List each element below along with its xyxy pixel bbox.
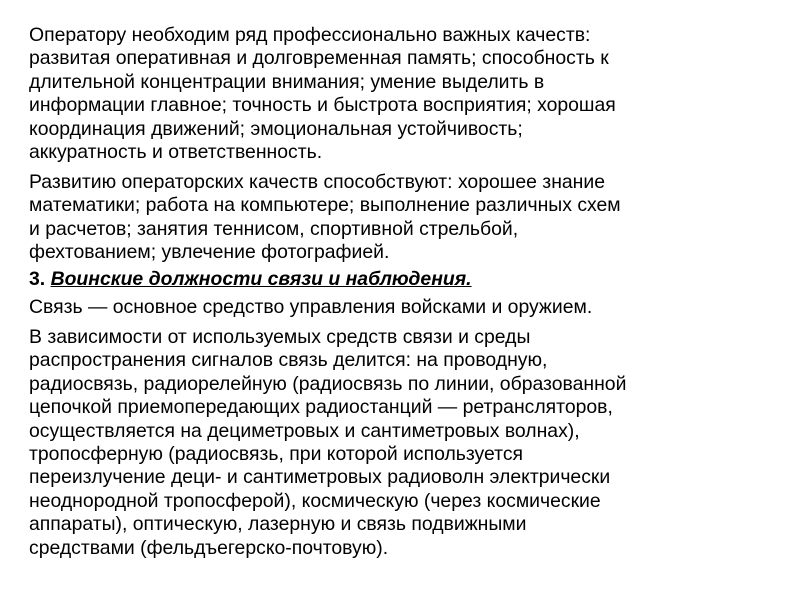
text-line: тропосферную (радиосвязь, при которой используется	[29, 443, 524, 466]
text-line: средствами (фельдъегерско-почтовую).	[29, 536, 389, 559]
paragraph-communication-types	[29, 326, 789, 560]
text-line: развитая оперативная и долговременная память; способность к	[29, 47, 609, 70]
section-title: Воинские должности связи и наблюдения.	[50, 268, 472, 290]
section-number: 3.	[29, 268, 46, 290]
text-line: математики; работа на компьютере; выполнение различных схем	[29, 194, 621, 217]
text-line: переизлучение деци- и сантиметровых радиоволн электрически	[29, 466, 611, 489]
paragraph-operator-qualities	[29, 24, 789, 164]
paragraph-communication-definition	[29, 296, 789, 319]
text-line: В зависимости от используемых средств связи и среды	[29, 326, 531, 348]
text-line: аппараты), оптическую, лазерную и связь подвижными	[29, 513, 527, 536]
text-line: координация движений; эмоциональная устойчивость;	[29, 117, 523, 140]
section-heading	[29, 268, 789, 291]
text-line: распространения сигналов связь делится: на проводную,	[29, 349, 548, 372]
text-line: цепочкой приемопередающих радиостанций — ретрансляторов,	[29, 396, 613, 419]
text-line: фехтованием; увлечение фотографией.	[29, 241, 390, 264]
text-line: и расчетов; занятия теннисом, спортивной стрельбой,	[29, 217, 519, 240]
text-line: осуществляется на дециметровых и сантиметровых волнах),	[29, 419, 580, 442]
text-line: аккуратность и ответственность.	[29, 141, 323, 164]
text-line: длительной концентрации внимания; умение выделить в	[29, 70, 545, 93]
text-line: радиосвязь, радиорелейную (радиосвязь по линии, образованной	[29, 372, 627, 395]
text-line: Оператору необходим ряд профессионально важных качеств:	[29, 24, 591, 46]
text-line: Развитию операторских качеств способствуют: хорошее знание	[29, 171, 606, 193]
text-line: информации главное; точность и быстрота восприятия; хорошая	[29, 94, 616, 117]
text-line: Связь — основное средство управления войсками и оружием.	[29, 296, 593, 318]
paragraph-operator-development	[29, 171, 789, 265]
text-line: неоднородной тропосферой), космическую (через космические	[29, 489, 601, 512]
